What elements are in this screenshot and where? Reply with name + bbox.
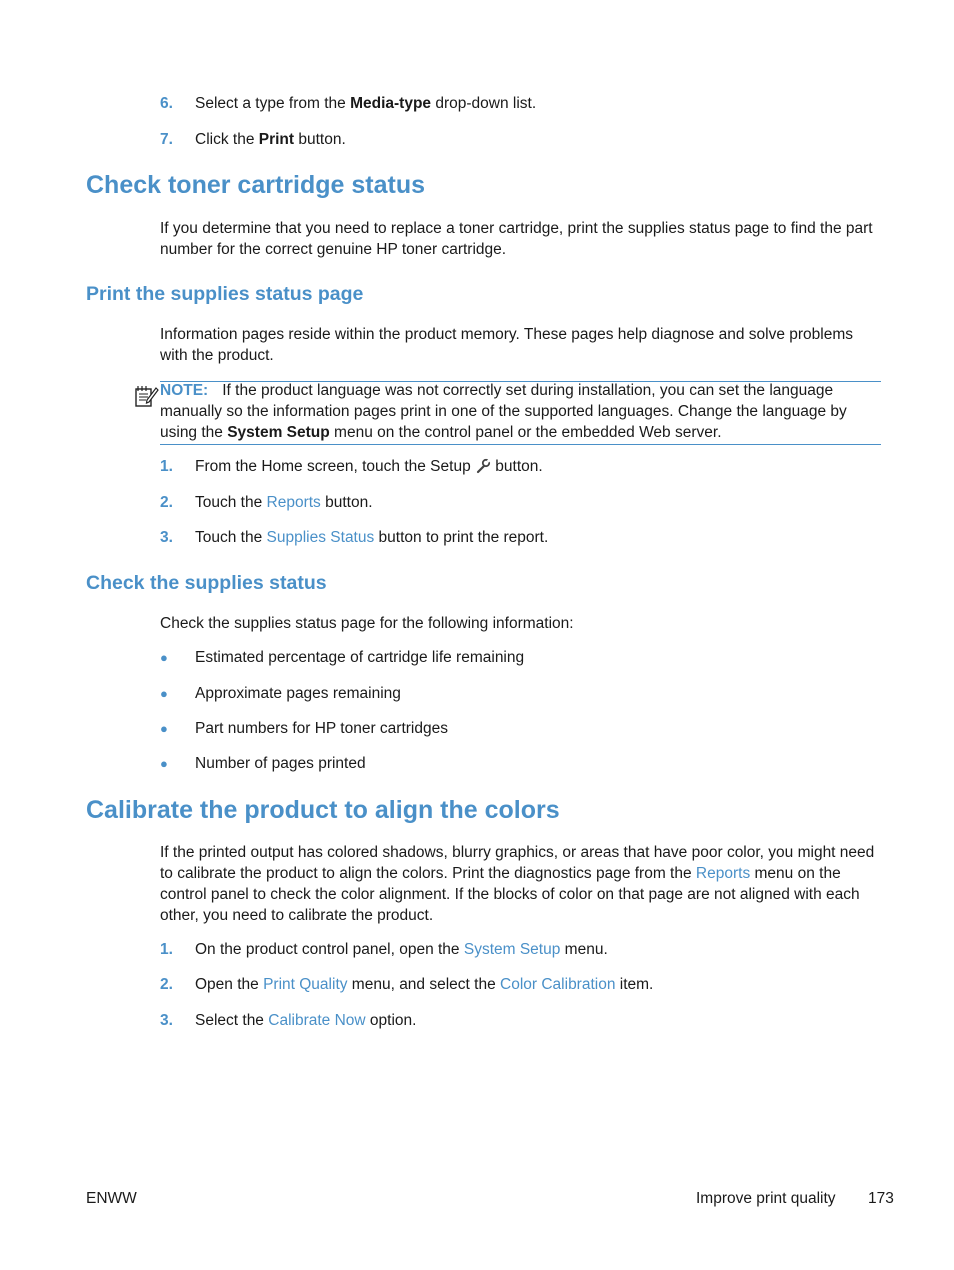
- step-6: [160, 93, 536, 115]
- list-item-text: Number of pages printed: [195, 755, 366, 772]
- note-text: [160, 380, 881, 443]
- step-2: [160, 492, 373, 514]
- step-text: menu, and select the: [347, 976, 501, 993]
- reports-link[interactable]: Reports: [266, 494, 321, 511]
- color-calibration-link[interactable]: Color Calibration: [500, 976, 616, 993]
- step-3: [160, 1010, 416, 1032]
- step-text: Click the: [195, 131, 259, 148]
- note-body: menu on the control panel or the embedded Web server.: [329, 424, 722, 441]
- step-number: 6.: [160, 95, 173, 112]
- print-quality-link[interactable]: Print Quality: [263, 976, 348, 993]
- step-text: button.: [491, 458, 543, 475]
- step-number: 7.: [160, 131, 173, 148]
- ui-term: System Setup: [227, 424, 330, 441]
- footer-left: ENWW: [86, 1190, 137, 1207]
- bullet-dot: ●: [160, 686, 168, 701]
- step-text: button.: [320, 494, 373, 511]
- step-text: item.: [615, 976, 654, 993]
- step-number: 3.: [160, 1012, 173, 1029]
- step-2: [160, 974, 653, 996]
- note-label: NOTE:: [160, 382, 209, 399]
- step-text: button.: [294, 131, 346, 148]
- subsection-intro: Check the supplies status page for the following information:: [160, 615, 574, 632]
- supplies-status-link[interactable]: Supplies Status: [266, 529, 375, 546]
- step-number: 2.: [160, 976, 173, 993]
- step-1: [160, 456, 543, 478]
- section-title-calibrate: Calibrate the product to align the colors: [86, 796, 560, 824]
- step-text: Touch the: [195, 494, 267, 511]
- step-text: Select the: [195, 1012, 269, 1029]
- page-number: 173: [868, 1190, 894, 1207]
- step-number: 3.: [160, 529, 173, 546]
- step-text: button to print the report.: [374, 529, 549, 546]
- reports-link[interactable]: Reports: [695, 865, 751, 882]
- note-rule-bottom: [160, 444, 881, 445]
- step-text: On the product control panel, open the: [195, 941, 464, 958]
- list-item-text: Part numbers for HP toner cartridges: [195, 720, 448, 737]
- wrench-icon: [475, 458, 491, 474]
- bullet-dot: ●: [160, 721, 168, 736]
- step-text: menu.: [560, 941, 608, 958]
- step-7: [160, 129, 346, 151]
- section-intro: If you determine that you need to replace a toner cartridge, print the supplies status page to find the part number for the correct genuine HP toner cartridge.: [160, 220, 873, 258]
- note-pad-icon: [133, 383, 159, 409]
- section-title-check-toner: Check toner cartridge status: [86, 171, 425, 199]
- footer-section: Improve print quality: [696, 1190, 836, 1207]
- list-item: [160, 683, 401, 705]
- step-1: [160, 939, 608, 961]
- subsection-intro: Information pages reside within the product memory. These pages help diagnose and solve problems with the product.: [160, 326, 854, 364]
- step-text: Select a type from the: [195, 95, 351, 112]
- calibrate-now-link[interactable]: Calibrate Now: [268, 1012, 366, 1029]
- subsection-title-check-supplies: Check the supplies status: [86, 572, 327, 594]
- step-number: 1.: [160, 941, 173, 958]
- step-text: Touch the: [195, 529, 267, 546]
- step-3: [160, 527, 548, 549]
- intro-text: menu on the control panel to check the color alignment. If the blocks of color on that page are not aligned with each other, you need to calibrate the product.: [160, 865, 860, 924]
- list-item: [160, 647, 524, 669]
- ui-term: Media-type: [350, 95, 432, 112]
- bullet-dot: ●: [160, 650, 168, 665]
- system-setup-link[interactable]: System Setup: [463, 941, 561, 958]
- intro-text: If the printed output has colored shadows, blurry graphics, or areas that have poor color, you might need to calibrate the product to align the colors. Print the diagnostics page from the: [160, 844, 875, 882]
- list-item: [160, 753, 366, 775]
- list-item-text: Approximate pages remaining: [195, 685, 401, 702]
- subsection-title-print-supplies: Print the supplies status page: [86, 283, 364, 305]
- step-number: 1.: [160, 458, 173, 475]
- note-body: If the product language was not correctly set during installation, you can set the language manually so the information pages print in one of the supported languages. Change the language by using the: [160, 382, 847, 441]
- step-text: drop-down list.: [431, 95, 537, 112]
- section-intro: [160, 842, 880, 926]
- ui-term: Print: [258, 131, 295, 148]
- list-item-text: Estimated percentage of cartridge life remaining: [195, 649, 525, 666]
- step-text: Open the: [195, 976, 264, 993]
- step-text: From the Home screen, touch the Setup: [195, 458, 475, 475]
- list-item: [160, 718, 448, 740]
- step-number: 2.: [160, 494, 173, 511]
- step-text: option.: [365, 1012, 417, 1029]
- bullet-dot: ●: [160, 756, 168, 771]
